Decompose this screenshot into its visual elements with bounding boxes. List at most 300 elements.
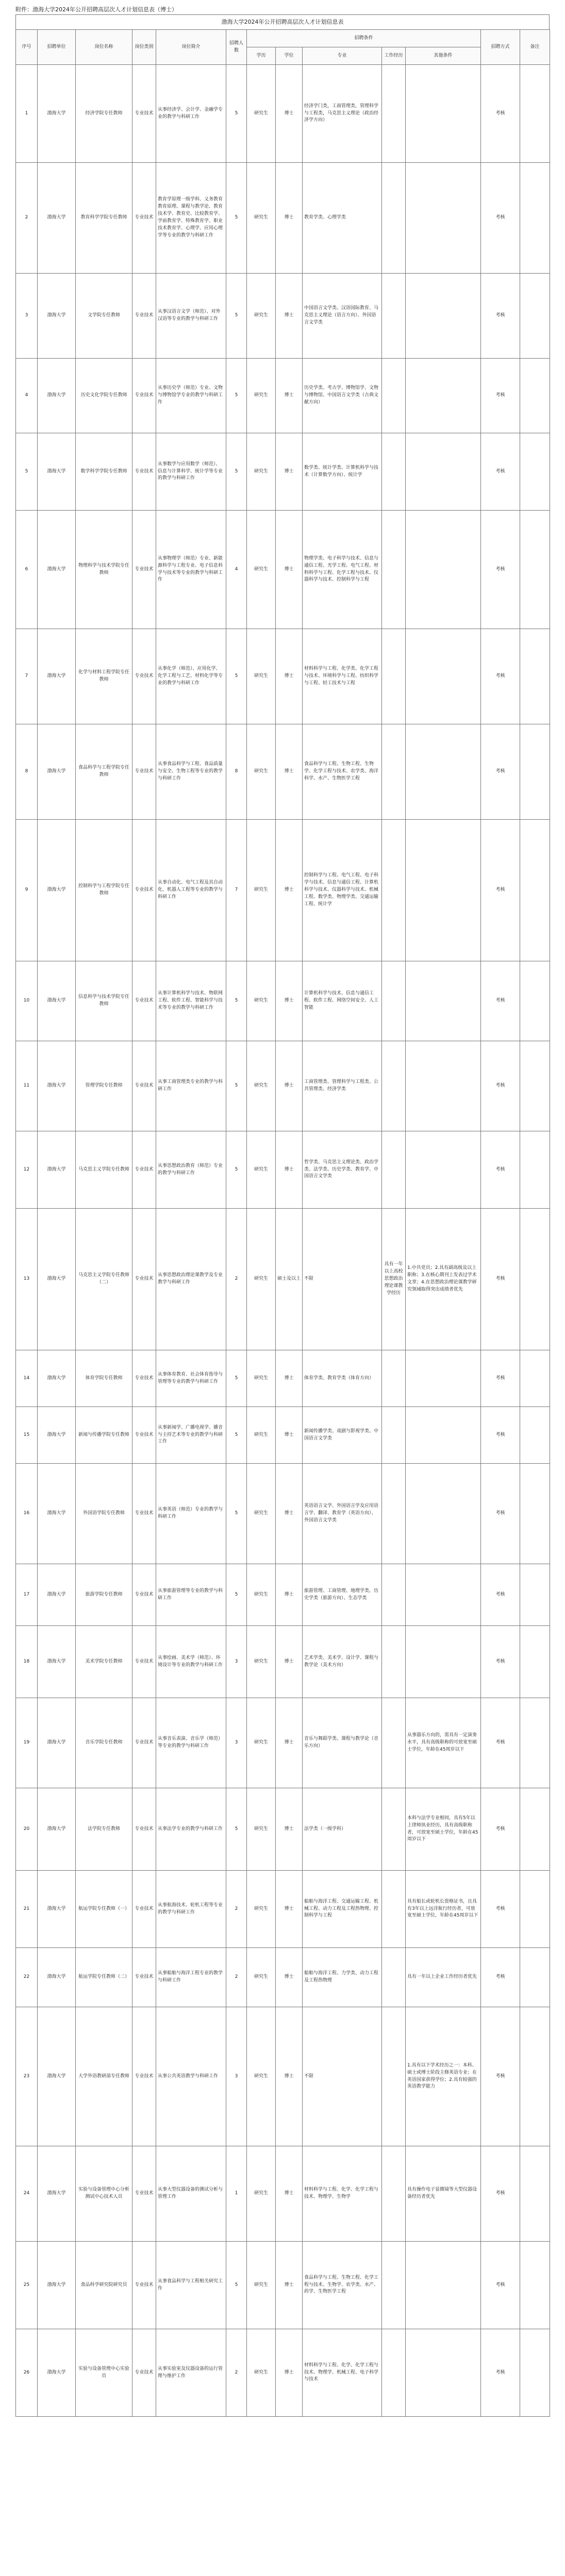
table-row	[16, 1209, 550, 1350]
cell-experience	[382, 1788, 406, 1871]
cell-major: 材料科学与工程、化学、化学工程与技术、物理学、生物学	[303, 2146, 382, 2242]
cell-unit: 渤海大学	[38, 1041, 76, 1131]
cell-category: 专业技术	[132, 274, 156, 359]
cell-intro: 从事思想政治教育（师范）专业的教学与科研工作	[156, 1131, 226, 1209]
cell-education: 研究生	[247, 1209, 276, 1350]
cell-degree: 博士	[276, 1464, 303, 1564]
cell-other	[406, 1564, 481, 1626]
table-row	[16, 1350, 550, 1407]
cell-seq: 8	[16, 724, 38, 820]
cell-count: 2	[226, 2329, 247, 2417]
cell-major: 不限	[303, 2007, 382, 2146]
cell-education: 研究生	[247, 820, 276, 961]
cell-experience	[382, 2146, 406, 2242]
cell-method: 考核	[481, 1350, 520, 1407]
cell-degree: 博士	[276, 2146, 303, 2242]
cell-post: 马克思主义学院专任教师（二）	[76, 1209, 132, 1350]
cell-seq: 19	[16, 1698, 38, 1788]
cell-remark	[520, 1564, 550, 1626]
cell-post: 实验与设备管理中心分析测试中心技术人员	[76, 2146, 132, 2242]
cell-degree: 博士	[276, 274, 303, 359]
cell-seq: 1	[16, 65, 38, 163]
cell-degree: 博士	[276, 65, 303, 163]
cell-remark	[520, 629, 550, 724]
cell-degree: 博士	[276, 1350, 303, 1407]
cell-education: 研究生	[247, 2007, 276, 2146]
cell-degree: 博士	[276, 2329, 303, 2417]
table-row	[16, 2242, 550, 2329]
cell-post: 教育科学学院专任教师	[76, 163, 132, 274]
cell-education: 研究生	[247, 1626, 276, 1698]
cell-intro: 从事自动化、电气工程及其自动化、机器人工程等专业的教学与科研工作	[156, 820, 226, 961]
cell-unit: 渤海大学	[38, 1350, 76, 1407]
cell-degree: 博士	[276, 1131, 303, 1209]
cell-post: 实验与设备管理中心实验员	[76, 2329, 132, 2417]
cell-experience	[382, 1564, 406, 1626]
cell-remark	[520, 163, 550, 274]
cell-post: 马克思主义学院专任教师	[76, 1131, 132, 1209]
cell-remark	[520, 274, 550, 359]
cell-degree: 博士	[276, 1626, 303, 1698]
cell-intro: 从事体育教育、社会体育指导与管理等专业的教学与科研工作	[156, 1350, 226, 1407]
cell-unit: 渤海大学	[38, 1564, 76, 1626]
cell-unit: 渤海大学	[38, 629, 76, 724]
cell-degree: 博士	[276, 1698, 303, 1788]
cell-other: 从事器乐方向的，需具有一定演奏水平，具有高级职称的可放宽至硕士学位，年龄在45周岁以下	[406, 1698, 481, 1788]
cell-post: 体育学院专任教师	[76, 1350, 132, 1407]
header-experience: 工作经历	[382, 47, 406, 65]
table-row	[16, 1788, 550, 1871]
cell-experience	[382, 359, 406, 433]
cell-method: 考核	[481, 1871, 520, 1948]
cell-major: 工商管理类、管理科学与工程类、公共管理类、经济学类	[303, 1041, 382, 1131]
header-other: 其他条件	[406, 47, 481, 65]
cell-method: 考核	[481, 1948, 520, 2007]
cell-major: 哲学类、马克思主义理论类、政治学类、法学类、历史学类、教育学、中国语言文学类	[303, 1131, 382, 1209]
table-row	[16, 1464, 550, 1564]
cell-method: 考核	[481, 163, 520, 274]
cell-experience	[382, 1698, 406, 1788]
cell-experience	[382, 629, 406, 724]
table-row	[16, 359, 550, 433]
cell-unit: 渤海大学	[38, 2242, 76, 2329]
cell-other	[406, 629, 481, 724]
header-seq: 序号	[16, 30, 38, 65]
cell-post: 外国语学院专任教师	[76, 1464, 132, 1564]
cell-unit: 渤海大学	[38, 1131, 76, 1209]
cell-count: 2	[226, 1948, 247, 2007]
table-row	[16, 1698, 550, 1788]
cell-category: 专业技术	[132, 1948, 156, 2007]
cell-major: 计算机科学与技术、信息与通信工程、软件工程、网络空间安全、人工智能	[303, 961, 382, 1041]
cell-major: 教育学类、心理学类	[303, 163, 382, 274]
cell-education: 研究生	[247, 2329, 276, 2417]
cell-seq: 10	[16, 961, 38, 1041]
cell-intro: 从事新闻学、广播电视学、播音与主持艺术等专业的教学与科研工作	[156, 1407, 226, 1464]
cell-education: 研究生	[247, 1698, 276, 1788]
cell-method: 考核	[481, 820, 520, 961]
cell-degree: 博士	[276, 2242, 303, 2329]
cell-other	[406, 1626, 481, 1698]
cell-seq: 9	[16, 820, 38, 961]
cell-remark	[520, 1871, 550, 1948]
cell-count: 3	[226, 2007, 247, 2146]
cell-category: 专业技术	[132, 2329, 156, 2417]
cell-experience	[382, 724, 406, 820]
header-conditions: 招聘条件	[247, 30, 481, 47]
cell-count: 5	[226, 1041, 247, 1131]
cell-other	[406, 1407, 481, 1464]
cell-category: 专业技术	[132, 511, 156, 629]
cell-count: 5	[226, 1564, 247, 1626]
cell-intro: 从事思想政治理论课教学及专业教学与科研工作	[156, 1209, 226, 1350]
cell-intro: 从事英语（师范）专业的教学与科研工作	[156, 1464, 226, 1564]
cell-major: 英语语言文学、外国语言学及应用语言学、翻译、教育学（英语方向）、外国语言文学类	[303, 1464, 382, 1564]
cell-intro: 从事音乐表演、音乐学（师范）等专业的教学与科研工作	[156, 1698, 226, 1788]
cell-major: 旅游管理、工商管理、地理学类、历史学类（旅游方向）、生态学类	[303, 1564, 382, 1626]
cell-count: 7	[226, 820, 247, 961]
cell-count: 5	[226, 1131, 247, 1209]
cell-count: 5	[226, 163, 247, 274]
cell-experience	[382, 961, 406, 1041]
cell-other	[406, 2329, 481, 2417]
cell-seq: 5	[16, 433, 38, 511]
cell-seq: 23	[16, 2007, 38, 2146]
cell-method: 考核	[481, 1209, 520, 1350]
table-row	[16, 820, 550, 961]
table-row	[16, 1871, 550, 1948]
cell-category: 专业技术	[132, 1041, 156, 1131]
cell-major: 食品科学与工程、生物工程、生物学、化学工程与技术、农学类、海洋科学、水产、生物医学工程	[303, 724, 382, 820]
cell-unit: 渤海大学	[38, 1948, 76, 2007]
cell-intro: 从事大型仪器设备的测试分析与管理工作	[156, 2146, 226, 2242]
cell-category: 专业技术	[132, 359, 156, 433]
table-row	[16, 724, 550, 820]
cell-other: 具有操作电子显微镜等大型仪器设备经历者优先	[406, 2146, 481, 2242]
cell-experience	[382, 433, 406, 511]
cell-unit: 渤海大学	[38, 2007, 76, 2146]
header-major: 专业	[303, 47, 382, 65]
cell-count: 1	[226, 2146, 247, 2242]
cell-count: 5	[226, 1464, 247, 1564]
table-row	[16, 274, 550, 359]
cell-other	[406, 724, 481, 820]
cell-method: 考核	[481, 1626, 520, 1698]
cell-intro: 从事旅游管理等专业的教学与科研工作	[156, 1564, 226, 1626]
cell-count: 5	[226, 433, 247, 511]
cell-count: 4	[226, 511, 247, 629]
cell-major: 历史学类、考古学、博物馆学、文物与博物馆、中国语言文学类（古典文献方向）	[303, 359, 382, 433]
cell-intro: 从事经济学、会计学、金融学专业的教学与科研工作	[156, 65, 226, 163]
cell-seq: 17	[16, 1564, 38, 1626]
cell-intro: 从事航海技术、轮机工程等专业的教学与科研工作	[156, 1871, 226, 1948]
cell-other: 本科与法学专业相同，具有5年以上律师执业经历，具有高级职称者，可放宽至硕士学位，年龄在45周岁以下	[406, 1788, 481, 1871]
cell-remark	[520, 433, 550, 511]
cell-education: 研究生	[247, 1041, 276, 1131]
table-row	[16, 1407, 550, 1464]
cell-category: 专业技术	[132, 1871, 156, 1948]
cell-category: 专业技术	[132, 1464, 156, 1564]
cell-unit: 渤海大学	[38, 1871, 76, 1948]
cell-degree: 博士	[276, 163, 303, 274]
cell-experience	[382, 1626, 406, 1698]
cell-intro: 从事绘画、美术学（师范）、环境设计等专业的教学与科研工作	[156, 1626, 226, 1698]
cell-education: 研究生	[247, 1464, 276, 1564]
cell-post: 化学与材料工程学院专任教师	[76, 629, 132, 724]
cell-unit: 渤海大学	[38, 359, 76, 433]
table-row	[16, 1948, 550, 2007]
cell-post: 航运学院专任教师（二）	[76, 1948, 132, 2007]
cell-post: 经济学院专任教师	[76, 65, 132, 163]
table-row	[16, 1131, 550, 1209]
cell-intro: 从事计算机科学与技术、物联网工程、软件工程、智能科学与技术等专业的教学与科研工作	[156, 961, 226, 1041]
cell-post: 食品科学与工程学院专任教师	[76, 724, 132, 820]
cell-count: 5	[226, 1407, 247, 1464]
table-row	[16, 511, 550, 629]
cell-count: 2	[226, 1871, 247, 1948]
cell-degree: 博士	[276, 2007, 303, 2146]
cell-intro: 从事船舶与海洋工程专业的教学与科研工作	[156, 1948, 226, 2007]
cell-unit: 渤海大学	[38, 1464, 76, 1564]
cell-unit: 渤海大学	[38, 1698, 76, 1788]
cell-remark	[520, 2329, 550, 2417]
cell-other	[406, 820, 481, 961]
cell-seq: 15	[16, 1407, 38, 1464]
cell-category: 专业技术	[132, 1698, 156, 1788]
cell-education: 研究生	[247, 2242, 276, 2329]
cell-seq: 4	[16, 359, 38, 433]
cell-category: 专业技术	[132, 1209, 156, 1350]
cell-degree: 博士	[276, 1041, 303, 1131]
cell-method: 考核	[481, 1131, 520, 1209]
cell-post: 控制科学与工程学院专任教师	[76, 820, 132, 961]
cell-method: 考核	[481, 1788, 520, 1871]
cell-seq: 11	[16, 1041, 38, 1131]
cell-degree: 博士	[276, 1564, 303, 1626]
header-remark: 备注	[520, 30, 550, 65]
attachment-label: 附件：渤海大学2024年公开招聘高层次人才计划信息表（博士）	[15, 6, 177, 13]
cell-intro: 从事法学专业的教学与科研工作	[156, 1788, 226, 1871]
cell-degree: 硕士及以上	[276, 1209, 303, 1350]
cell-method: 考核	[481, 2329, 520, 2417]
cell-intro: 从事食品科学与工程、食品质量与安全、生物工程等专业的教学与科研工作	[156, 724, 226, 820]
cell-degree: 博士	[276, 1948, 303, 2007]
cell-intro: 从事历史学（师范）专业、文物与博物馆学专业的教学与科研工作	[156, 359, 226, 433]
cell-unit: 渤海大学	[38, 274, 76, 359]
cell-seq: 14	[16, 1350, 38, 1407]
cell-remark	[520, 1948, 550, 2007]
cell-major: 控制科学与工程、电气工程、电子科学与技术、信息与通信工程、计算机科学与技术、仪器科学与技术、机械工程、数学类、物理学类、交通运输工程、统计学	[303, 820, 382, 961]
cell-intro: 从事数学与应用数学（师范）、信息与计算科学、统计学等专业的教学与科研工作	[156, 433, 226, 511]
cell-remark	[520, 724, 550, 820]
cell-category: 专业技术	[132, 2007, 156, 2146]
cell-degree: 博士	[276, 433, 303, 511]
cell-category: 专业技术	[132, 2242, 156, 2329]
cell-method: 考核	[481, 1041, 520, 1131]
cell-remark	[520, 1788, 550, 1871]
cell-category: 专业技术	[132, 1788, 156, 1871]
cell-intro: 从事汉语言文学（师范）、对外汉语等专业的教学与科研工作	[156, 274, 226, 359]
cell-method: 考核	[481, 274, 520, 359]
cell-major: 物理学类、电子科学与技术、信息与通信工程、光学工程、电气工程、材料科学与工程、化学工程与技术、仪器科学与技术、控制科学与工程	[303, 511, 382, 629]
table-row	[16, 961, 550, 1041]
cell-seq: 12	[16, 1131, 38, 1209]
cell-post: 信息科学与技术学院专任教师	[76, 961, 132, 1041]
cell-count: 5	[226, 274, 247, 359]
table-row	[16, 1626, 550, 1698]
table-row	[16, 1564, 550, 1626]
cell-method: 考核	[481, 961, 520, 1041]
cell-method: 考核	[481, 1464, 520, 1564]
cell-count: 5	[226, 2242, 247, 2329]
table-row	[16, 629, 550, 724]
cell-category: 专业技术	[132, 1407, 156, 1464]
cell-intro: 从事实验室及仪器设备的运行管理与维护工作	[156, 2329, 226, 2417]
cell-remark	[520, 1209, 550, 1350]
cell-category: 专业技术	[132, 1131, 156, 1209]
cell-post: 文学院专任教师	[76, 274, 132, 359]
header-unit: 招聘单位	[38, 30, 76, 65]
cell-degree: 博士	[276, 359, 303, 433]
cell-remark	[520, 2007, 550, 2146]
cell-degree: 博士	[276, 511, 303, 629]
cell-seq: 20	[16, 1788, 38, 1871]
cell-post: 航运学院专任教师（一）	[76, 1871, 132, 1948]
cell-count: 5	[226, 65, 247, 163]
cell-remark	[520, 359, 550, 433]
header-method: 招聘方式	[481, 30, 520, 65]
cell-experience	[382, 1041, 406, 1131]
cell-major: 音乐与舞蹈学类、课程与教学论（音乐方向）	[303, 1698, 382, 1788]
cell-other	[406, 511, 481, 629]
cell-education: 研究生	[247, 359, 276, 433]
cell-category: 专业技术	[132, 65, 156, 163]
cell-major: 材料科学与工程、化学类、化学工程与技术、环境科学与工程、纺织科学与工程、轻工技术与工程	[303, 629, 382, 724]
table-body	[16, 65, 550, 2417]
cell-education: 研究生	[247, 433, 276, 511]
recruitment-table	[15, 29, 550, 2417]
cell-post: 新闻与传播学院专任教师	[76, 1407, 132, 1464]
cell-remark	[520, 1464, 550, 1564]
cell-intro: 从事工商管理类专业的教学与科研工作	[156, 1041, 226, 1131]
cell-remark	[520, 2242, 550, 2329]
cell-post: 数学科学学院专任教师	[76, 433, 132, 511]
cell-education: 研究生	[247, 65, 276, 163]
cell-remark	[520, 1041, 550, 1131]
cell-major: 经济学门类，工商管理类，管理科学与工程类，马克思主义理论（政治经济学方向）	[303, 65, 382, 163]
header-category: 岗位类别	[132, 30, 156, 65]
table-row	[16, 2329, 550, 2417]
cell-category: 专业技术	[132, 961, 156, 1041]
cell-major: 数学类、统计学类、计算机科学与技术（计算数学方向）、统计学	[303, 433, 382, 511]
cell-education: 研究生	[247, 163, 276, 274]
cell-method: 考核	[481, 2242, 520, 2329]
cell-experience	[382, 2242, 406, 2329]
cell-unit: 渤海大学	[38, 1209, 76, 1350]
cell-other	[406, 65, 481, 163]
cell-count: 5	[226, 1788, 247, 1871]
cell-other: 具有船长或轮机长资格证书，且具有3年以上远洋航行经历者，可放宽至硕士学位，年龄在45周岁以下	[406, 1871, 481, 1948]
cell-major: 新闻传播学类、戏剧与影视学类、中国语言文学类	[303, 1407, 382, 1464]
cell-degree: 博士	[276, 820, 303, 961]
header-post: 岗位名称	[76, 30, 132, 65]
cell-remark	[520, 961, 550, 1041]
cell-count: 5	[226, 961, 247, 1041]
cell-unit: 渤海大学	[38, 1626, 76, 1698]
cell-unit: 渤海大学	[38, 433, 76, 511]
cell-other: 1.中共党员；2.具有副高级及以上职称；3.在核心期刊上发表过学术文章；4.在思想政治理论课教学研究领域取得突出成绩者优先	[406, 1209, 481, 1350]
cell-experience	[382, 2007, 406, 2146]
cell-seq: 18	[16, 1626, 38, 1698]
cell-major: 法学类（一级学科）	[303, 1788, 382, 1871]
cell-remark	[520, 1131, 550, 1209]
cell-education: 研究生	[247, 1350, 276, 1407]
cell-degree: 博士	[276, 1788, 303, 1871]
table-row	[16, 163, 550, 274]
cell-post: 法学院专任教师	[76, 1788, 132, 1871]
table-row	[16, 65, 550, 163]
cell-count: 5	[226, 1350, 247, 1407]
cell-category: 专业技术	[132, 629, 156, 724]
header-education: 学历	[247, 47, 276, 65]
cell-seq: 26	[16, 2329, 38, 2417]
cell-experience	[382, 820, 406, 961]
cell-category: 专业技术	[132, 1350, 156, 1407]
cell-education: 研究生	[247, 1948, 276, 2007]
cell-seq: 16	[16, 1464, 38, 1564]
cell-other: 具有一年以上企业工作经历者优先	[406, 1948, 481, 2007]
cell-experience	[382, 511, 406, 629]
cell-method: 考核	[481, 2007, 520, 2146]
cell-category: 专业技术	[132, 724, 156, 820]
cell-education: 研究生	[247, 961, 276, 1041]
cell-remark	[520, 1350, 550, 1407]
cell-count: 5	[226, 359, 247, 433]
cell-method: 考核	[481, 65, 520, 163]
cell-unit: 渤海大学	[38, 1788, 76, 1871]
cell-post: 大学外语教研部专任教师	[76, 2007, 132, 2146]
cell-education: 研究生	[247, 1564, 276, 1626]
cell-degree: 博士	[276, 724, 303, 820]
table-row	[16, 2007, 550, 2146]
cell-major: 食品科学与工程、生物工程、化学工程与技术、生物学、农学类、水产、药学、生物医学工程	[303, 2242, 382, 2329]
cell-method: 考核	[481, 629, 520, 724]
cell-category: 专业技术	[132, 1564, 156, 1626]
cell-other	[406, 274, 481, 359]
cell-unit: 渤海大学	[38, 163, 76, 274]
cell-method: 考核	[481, 1564, 520, 1626]
cell-category: 专业技术	[132, 433, 156, 511]
cell-seq: 25	[16, 2242, 38, 2329]
cell-education: 研究生	[247, 2146, 276, 2242]
cell-method: 考核	[481, 1698, 520, 1788]
cell-education: 研究生	[247, 274, 276, 359]
cell-education: 研究生	[247, 724, 276, 820]
header-degree: 学位	[276, 47, 303, 65]
cell-post: 历史文化学院专任教师	[76, 359, 132, 433]
cell-unit: 渤海大学	[38, 65, 76, 163]
cell-experience	[382, 274, 406, 359]
cell-unit: 渤海大学	[38, 820, 76, 961]
cell-category: 专业技术	[132, 820, 156, 961]
cell-remark	[520, 1626, 550, 1698]
cell-degree: 博士	[276, 1407, 303, 1464]
cell-other	[406, 1464, 481, 1564]
cell-count: 3	[226, 1698, 247, 1788]
cell-seq: 2	[16, 163, 38, 274]
cell-other	[406, 359, 481, 433]
cell-post: 管理学院专任教师	[76, 1041, 132, 1131]
